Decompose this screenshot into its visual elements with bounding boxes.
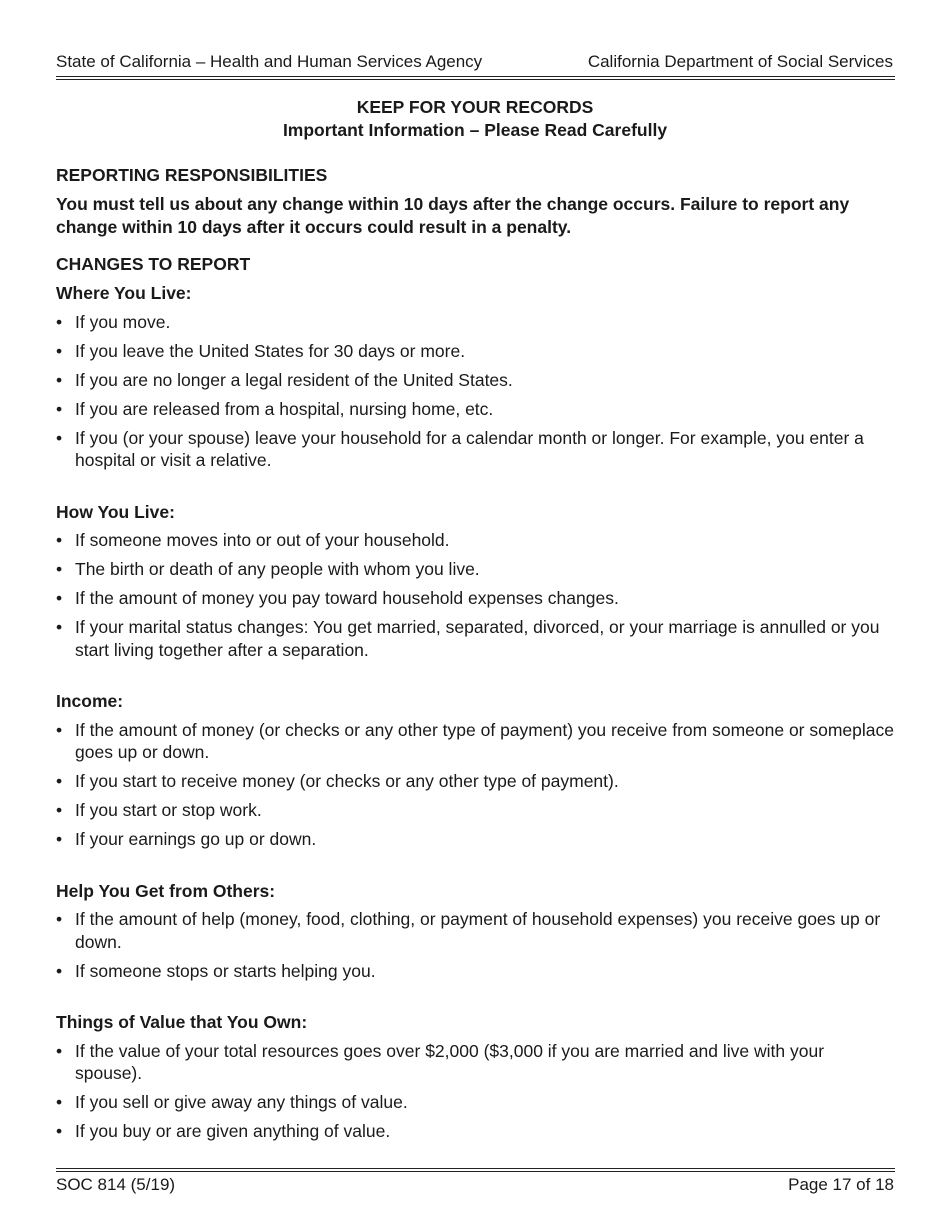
list-item: • If someone stops or starts helping you. [56,960,894,983]
list-item: • If you (or your spouse) leave your household for a calendar month or longer. For example, you enter a hospital or visit a relative. [56,427,894,472]
agency-name: State of California – Health and Human Services Agency [56,52,483,71]
list-item: • The birth or death of any people with whom you live. [56,558,894,581]
department-name: California Department of Social Services [587,52,893,71]
section-title-how-you-live: How You Live: [56,501,175,522]
list-item: • If your earnings go up or down. [56,828,894,851]
list-item: • If you move. [56,311,894,334]
list-item: • If the amount of money you pay toward household expenses changes. [56,587,894,610]
list-item: • If your marital status changes: You get married, separated, divorced, or your marriage is annulled or you start living together after a separation. [56,616,894,661]
where-you-live-list [56,311,894,472]
section-title-where-you-live: Where You Live: [56,283,192,303]
title-records: KEEP FOR YOUR RECORDS [356,97,594,117]
section-title-help-from-others: Help You Get from Others: [56,880,276,901]
how-you-live-list [56,529,894,661]
section-title-things-of-value: Things of Value that You Own: [56,1012,308,1032]
list-item: • If the amount of help (money, food, clothing, or payment of household expenses) you receive goes up or down. [56,908,894,953]
list-item: • If you start or stop work. [56,799,894,822]
list-item: • If you leave the United States for 30 days or more. [56,340,894,363]
list-item: • If the value of your total resources goes over $2,000 ($3,000 if you are married and live with your spouse). [56,1040,894,1085]
page-number: Page 17 of 18 [788,1175,894,1194]
list-item: • If you buy or are given anything of value. [56,1120,894,1143]
list-item: • If the amount of money (or checks or any other type of payment) you receive from someone or someplace goes up or down. [56,719,894,764]
page-header [56,52,893,72]
help-from-others-list [56,908,894,982]
section-title-income: Income: [56,691,124,711]
header-double-rule [56,76,895,80]
page-footer [56,1175,894,1195]
list-item: • If you sell or give away any things of value. [56,1091,894,1114]
reporting-text: You must tell us about any change within 10 days after the change occurs. Failure to report any change within 10 days after it occurs could result in a penalty. [56,194,850,237]
title-important-info: Important Information – Please Read Carefully [282,120,668,140]
reporting-heading: REPORTING RESPONSIBILITIES [56,165,328,185]
footer-double-rule [56,1168,895,1172]
changes-heading: CHANGES TO REPORT [56,254,251,274]
list-item: • If you start to receive money (or checks or any other type of payment). [56,770,894,793]
list-item: • If someone moves into or out of your household. [56,529,894,552]
document-body [56,96,894,1143]
things-of-value-list [56,1040,894,1143]
income-list [56,719,894,851]
list-item: • If you are no longer a legal resident of the United States. [56,369,894,392]
list-item: • If you are released from a hospital, nursing home, etc. [56,398,894,421]
form-id: SOC 814 (5/19) [56,1175,176,1194]
